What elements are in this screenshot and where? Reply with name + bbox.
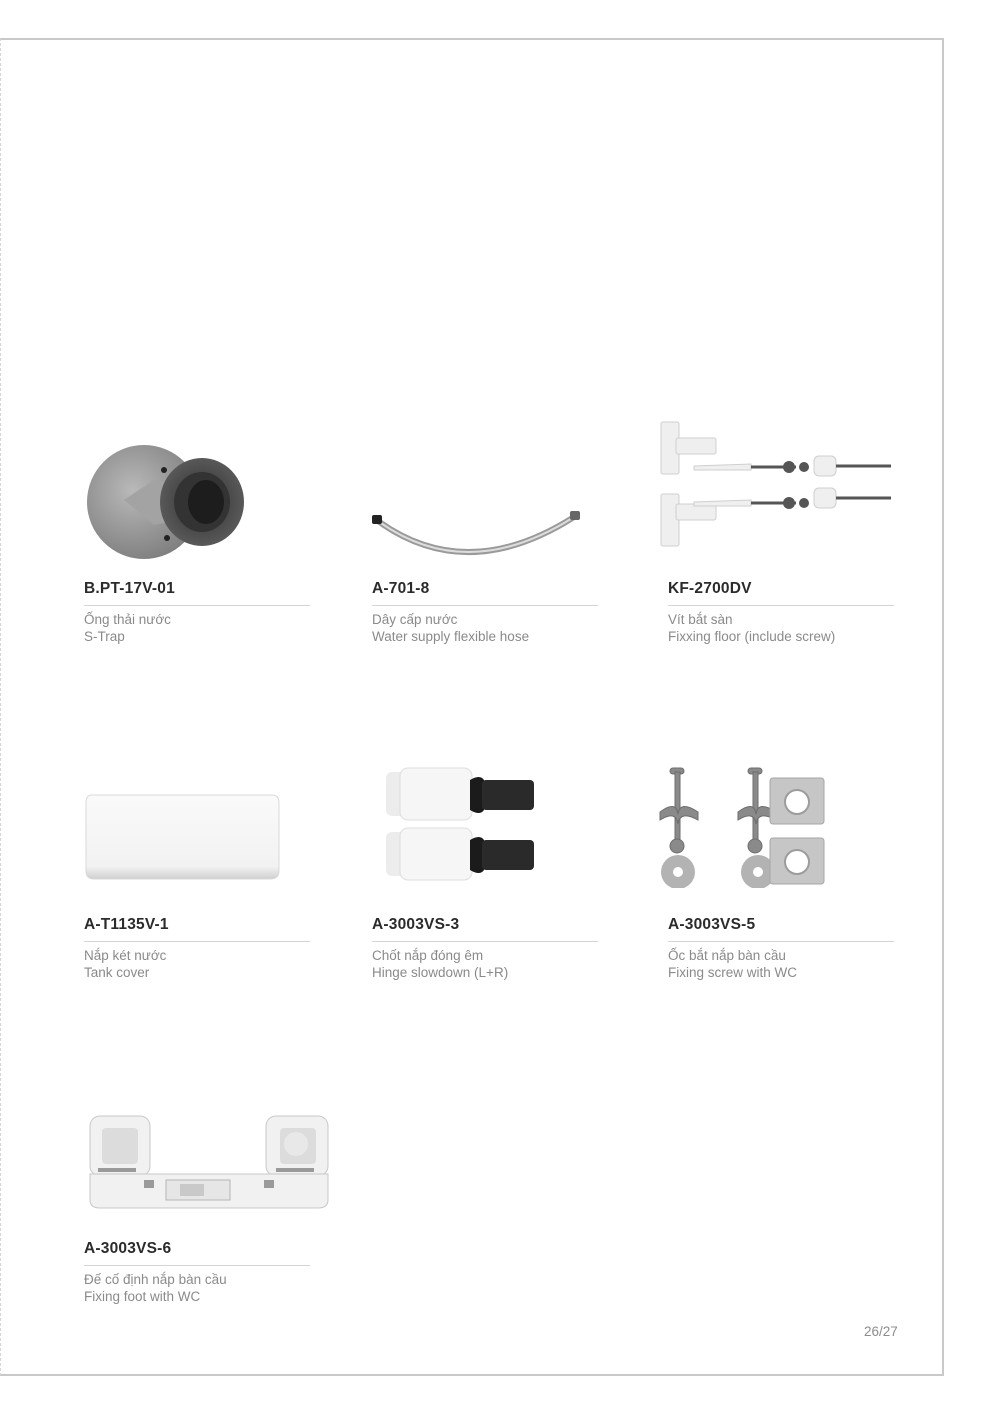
product-name-vi: Nắp két nước: [84, 948, 167, 963]
product-name-vi: Ốc bắt nắp bàn cầu: [668, 948, 786, 963]
product-card: [372, 776, 598, 986]
product-code: A-T1135V-1: [84, 916, 169, 933]
product-card: [84, 776, 310, 986]
product-card: [84, 1100, 310, 1310]
divider: [84, 941, 310, 942]
product-card: [668, 440, 894, 650]
product-code: A-3003VS-5: [668, 916, 756, 933]
product-code: A-3003VS-3: [372, 916, 460, 933]
product-name-en: S-Trap: [84, 629, 125, 644]
product-name-vi: Ống thải nước: [84, 612, 171, 627]
divider: [84, 605, 310, 606]
fixing-screw-image: [656, 762, 866, 888]
product-name-en: Fixing foot with WC: [84, 1289, 201, 1304]
s-trap-image: [84, 440, 249, 560]
product-name-vi: Dây cấp nước: [372, 612, 458, 627]
product-card: [84, 440, 310, 650]
product-code: A-701-8: [372, 580, 430, 597]
divider: [668, 605, 894, 606]
product-name-vi: Vít bắt sàn: [668, 612, 733, 627]
product-code: KF-2700DV: [668, 580, 752, 597]
divider: [668, 941, 894, 942]
product-name-vi: Chốt nắp đóng êm: [372, 948, 484, 963]
product-card: [668, 776, 894, 986]
fixing-foot-image: [88, 1114, 330, 1210]
product-name-en: Fixxing floor (include screw): [668, 629, 836, 644]
divider: [84, 1265, 310, 1266]
product-name-en: Water supply flexible hose: [372, 629, 530, 644]
tank-cover-image: [84, 793, 280, 881]
product-code: A-3003VS-6: [84, 1240, 172, 1257]
product-card: [372, 440, 598, 650]
product-name-vi: Đế cố định nắp bàn cầu: [84, 1272, 227, 1287]
flexible-hose-image: [372, 505, 582, 565]
divider: [372, 605, 598, 606]
divider: [372, 941, 598, 942]
product-name-en: Tank cover: [84, 965, 150, 980]
floor-screw-kit-image: [656, 418, 896, 553]
page-number: 26/27: [864, 1324, 898, 1339]
product-name-en: Hinge slowdown (L+R): [372, 965, 509, 980]
product-name-en: Fixing screw with WC: [668, 965, 798, 980]
hinge-slowdown-image: [384, 766, 554, 884]
product-code: B.PT-17V-01: [84, 580, 175, 597]
